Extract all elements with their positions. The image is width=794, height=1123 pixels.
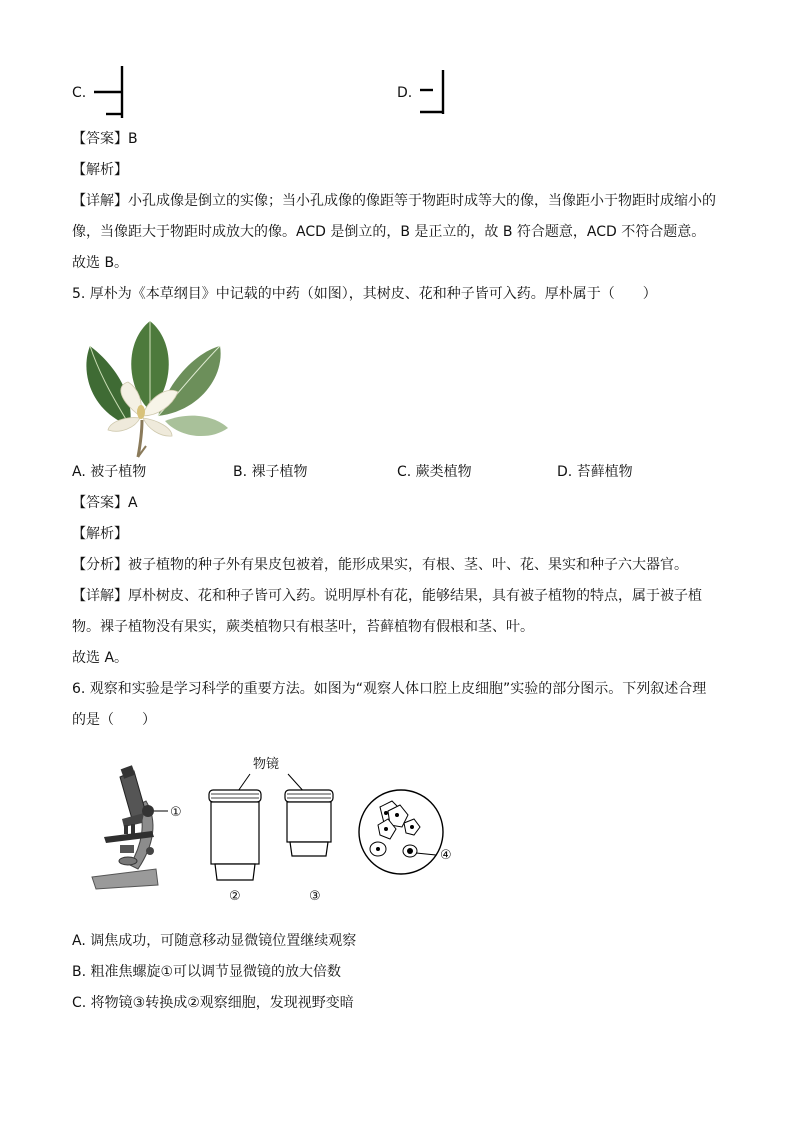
- microscope-figure: [86, 765, 196, 893]
- option-d-label: D.: [397, 85, 413, 101]
- q4-analysis-heading: 【解析】: [72, 162, 128, 178]
- label-3: ③: [309, 889, 321, 904]
- objective-lens-long: [205, 788, 265, 886]
- magnolia-illustration: [80, 316, 230, 458]
- q5-fenxi: 【分析】被子植物的种子外有果皮包被着，能形成果实，有根、茎、叶、花、果实和种子六大器官。: [72, 557, 688, 573]
- q6-stem-line-2: 的是（ ）: [72, 712, 156, 728]
- q6-option-c: C. 将物镜③转换成②观察细胞，发现视野变暗: [72, 995, 354, 1011]
- objective-label: 物镜: [253, 757, 280, 772]
- label-4: ④: [440, 848, 452, 863]
- q4-detail-line-2: 像，当像距大于物距时成放大的像。ACD 是倒立的，B 是正立的，故 B 符合题意，ACD 不符合题意。: [72, 224, 706, 240]
- option-c-figure: [92, 62, 132, 122]
- q5-answer: 【答案】A: [72, 495, 138, 511]
- q4-answer: 【答案】B: [72, 131, 138, 147]
- leaf-lower-right: [165, 416, 228, 436]
- q5-option-b: B. 裸子植物: [233, 464, 308, 480]
- q4-conclusion: 故选 B。: [72, 255, 129, 271]
- q5-analysis-heading: 【解析】: [72, 526, 128, 542]
- label-1: ①: [170, 805, 182, 820]
- option-c-label: C.: [72, 85, 87, 101]
- objective-lens-short: [282, 788, 336, 862]
- q6-option-b: B. 粗准焦螺旋①可以调节显微镜的放大倍数: [72, 964, 342, 980]
- q5-detail-line-2: 物。裸子植物没有果实，蕨类植物只有根茎叶，苔藓植物有假根和茎、叶。: [72, 619, 534, 635]
- q5-stem: 5. 厚朴为《本草纲目》中记载的中药（如图），其树皮、花和种子皆可入药。厚朴属于（ ）: [72, 286, 657, 302]
- q4-detail-line-1: 【详解】小孔成像是倒立的实像；当小孔成像的像距等于物距时成等大的像，当像距小于物距时成缩小的: [72, 193, 716, 209]
- coarse-focus-knob: [142, 805, 154, 817]
- q5-detail-line-1: 【详解】厚朴树皮、花和种子皆可入药。说明厚朴有花，能够结果，具有被子植物的特点，属于被子植: [72, 588, 702, 604]
- q5-option-c: C. 蕨类植物: [397, 464, 472, 480]
- q6-stem-line-1: 6. 观察和实验是学习科学的重要方法。如图为“观察人体口腔上皮细胞”实验的部分图示。下列叙述合理: [72, 681, 707, 697]
- q5-option-a: A. 被子植物: [72, 464, 147, 480]
- field-of-view: [356, 787, 466, 879]
- q5-conclusion: 故选 A。: [72, 650, 129, 666]
- bubble-4: [407, 848, 413, 854]
- q6-option-a: A. 调焦成功，可随意移动显微镜位置继续观察: [72, 933, 357, 949]
- q5-option-d: D. 苔藓植物: [557, 464, 633, 480]
- option-d-figure: [416, 66, 456, 122]
- label-2: ②: [229, 889, 241, 904]
